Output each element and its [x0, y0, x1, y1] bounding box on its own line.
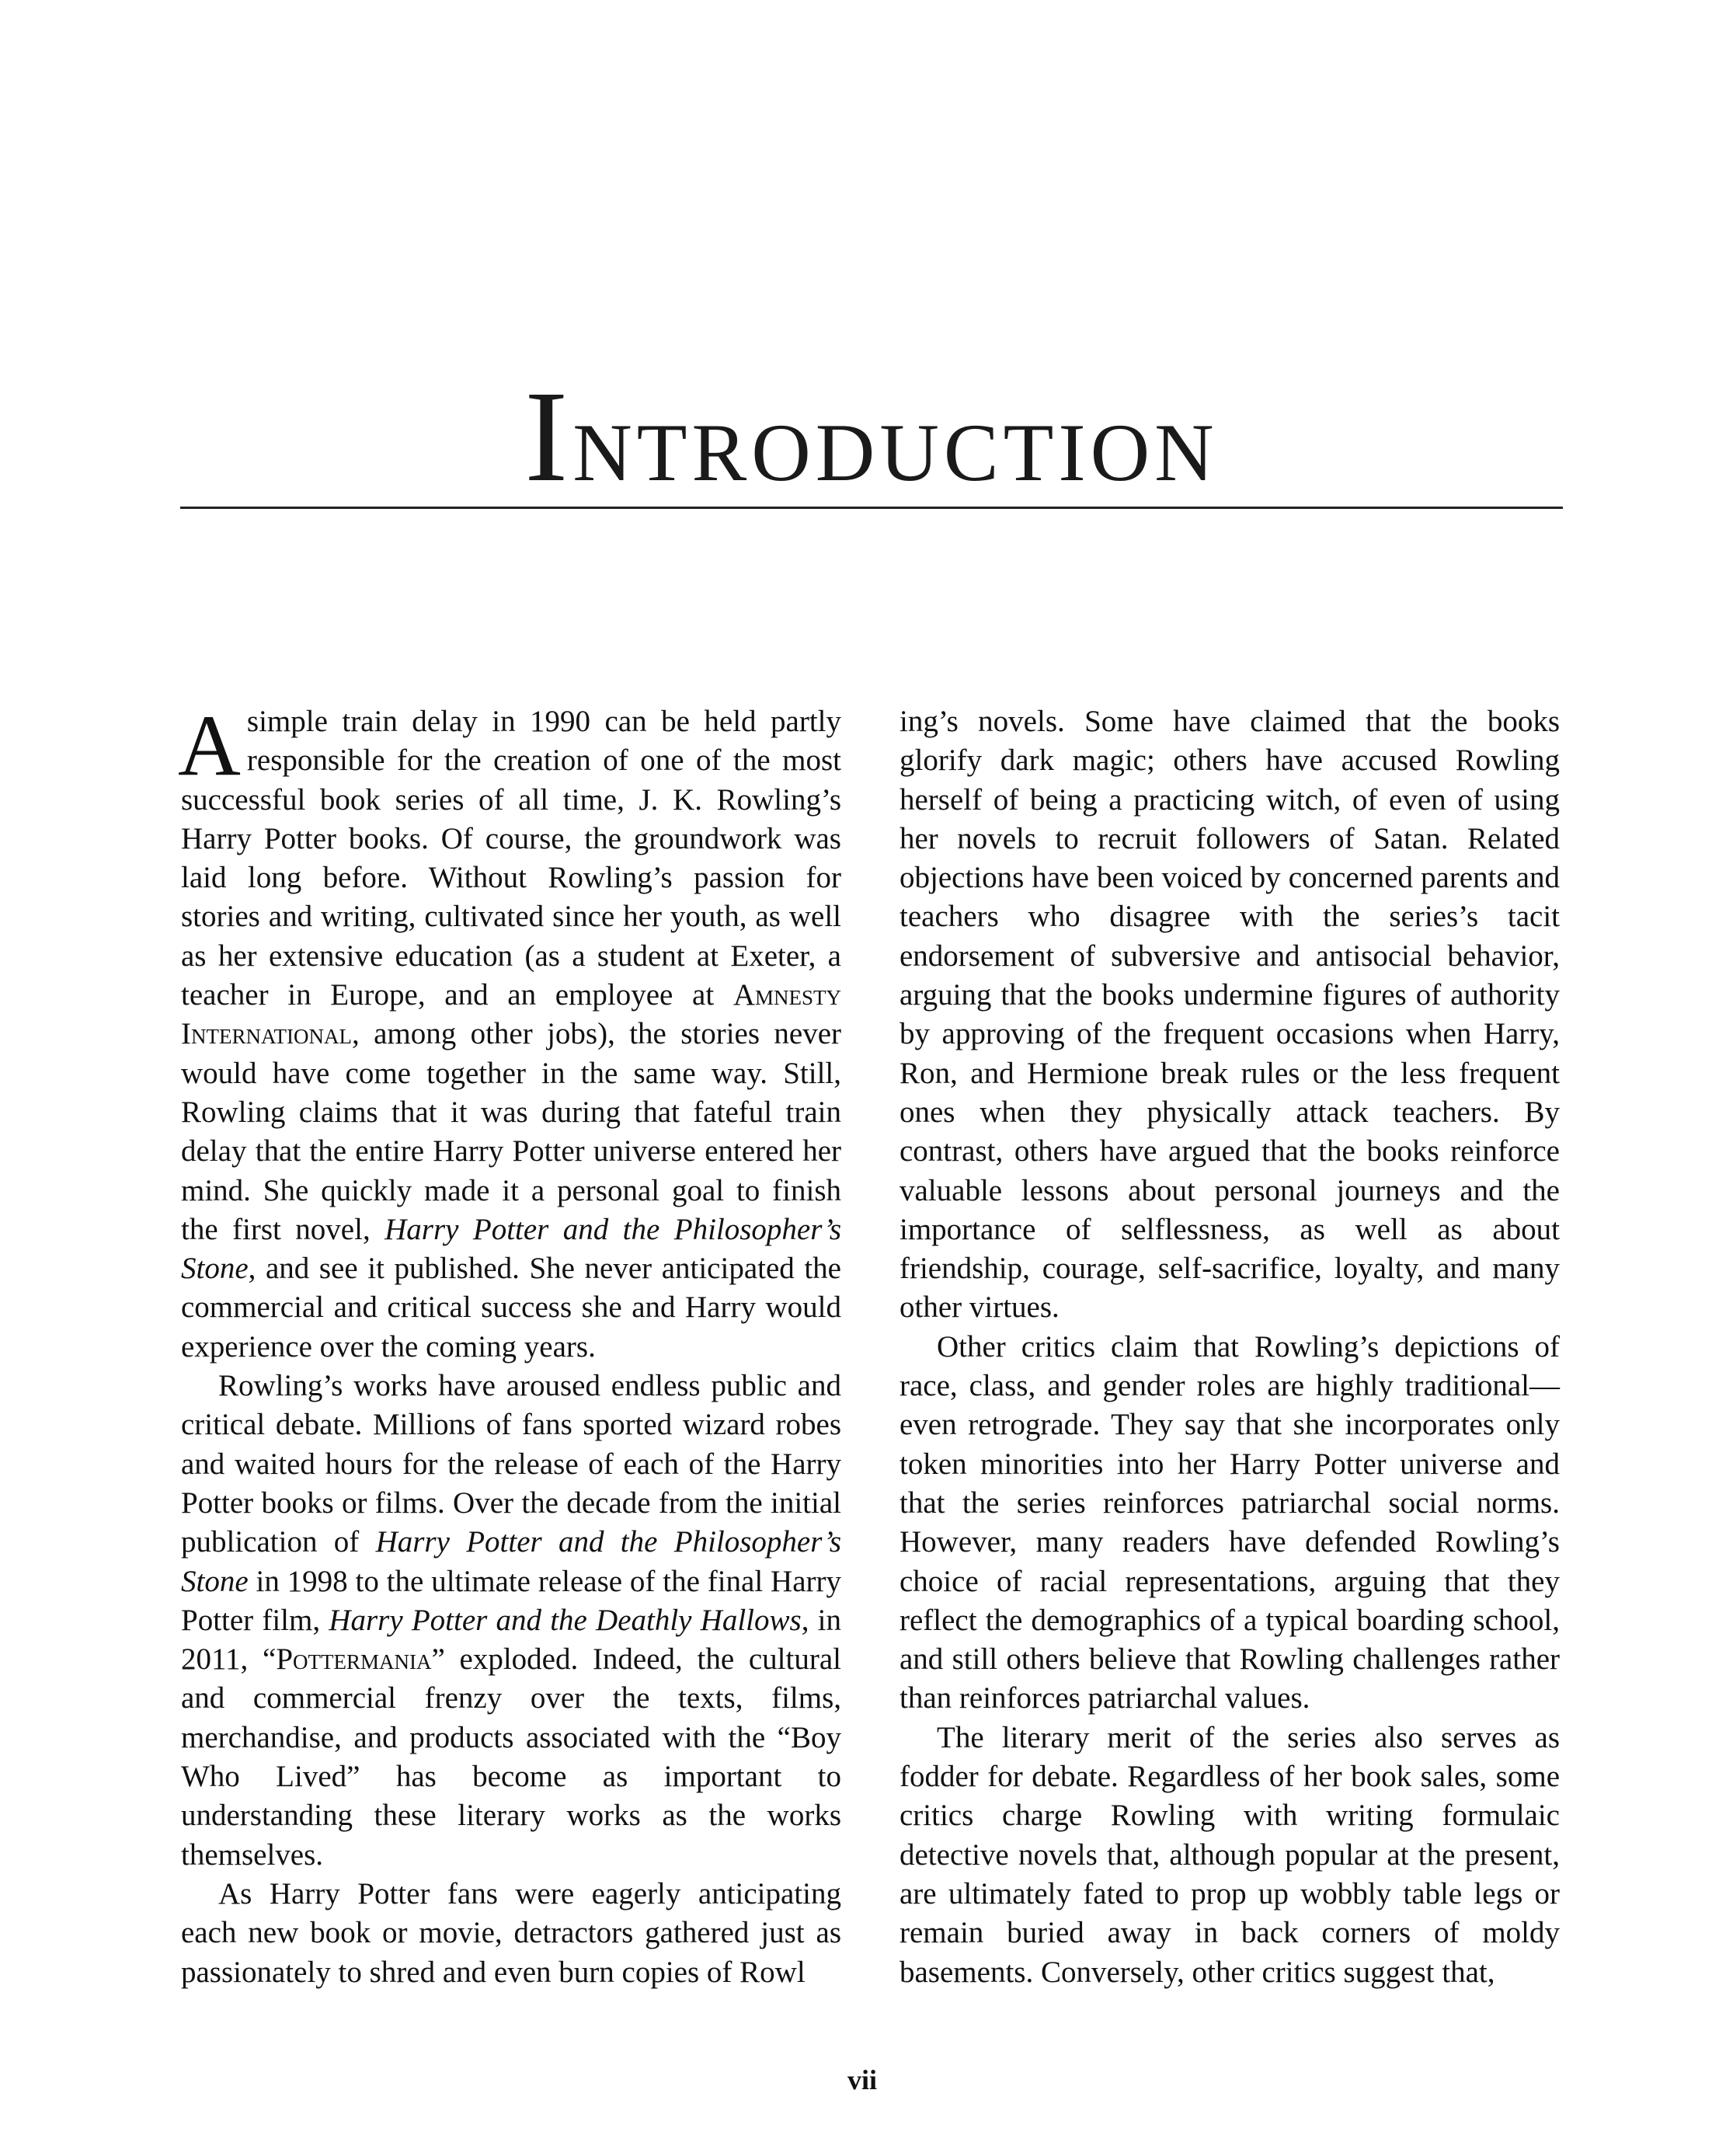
paragraph-4: ing’s novels. Some have claimed that the books glorify dark magic; others have accused Rowling herself of being a practicing witch, of even of using her novels to recruit followers of Satan. Related objections have been voiced by concerned parents and teachers who disagree with the series’s tacit endorsement of subversive and antisocial behavior, arguing that the books undermine figures of authority by approving of the frequent occasions when Harry, Ron, and Hermione break rules or the less frequent ones when they physically attack teachers. By contrast, others have argued that the books reinforce valuable lessons about personal journeys and the importance of selflessness, as well as about friendship, courage, self-sacrifice, loyalty, and many other virtues.: [900, 705, 1560, 1325]
paragraph-2-text-b: in 1998 to the ultimate release of the final Harry Potter film,: [181, 1564, 841, 1637]
paragraph-2-text-a: Rowling’s works have aroused endless public and critical debate. Millions of fans sported wizard robes and waited hours for the release of each of the Harry Potter books or films. Over the decade from the initial publication of: [181, 1369, 841, 1559]
film-title-deathly-hallows: Harry Potter and the Deathly Hallows: [329, 1603, 802, 1637]
paragraph-2: [181, 1367, 841, 1875]
title-rule: [180, 507, 1563, 509]
book-title-philosophers-stone: Harry Potter and the Philosopher’s Stone: [181, 1212, 841, 1286]
amnesty-international: Amnesty International: [181, 978, 841, 1051]
book-title-philosophers-stone-2: Harry Potter and the Philosopher’s Stone: [181, 1525, 842, 1598]
chapter-title: [180, 364, 1563, 509]
paragraph-6: The literary merit of the series also serves as fodder for debate. Regardless of her book sales, some critics charge Rowling with writing formulaic detective novels that, although popular at the present, are ultimately fated to prop up wobbly table legs or remain buried away in back corners of moldy basements. Conversely, other critics suggest that,: [900, 1720, 1560, 1989]
left-column: [178, 698, 842, 1992]
title-rest: ntroduction: [572, 375, 1219, 506]
paragraph-1: [178, 698, 841, 1367]
paragraph-2-text-d: ” exploded. Indeed, the cultural and commercial frenzy over the texts, films, merchandise, and products associated with the “Boy Who Lived” has become as important to understanding these literary works as the works themselves.: [181, 1642, 841, 1872]
paragraph-1-text-c: , and see it published. She never anticipated the commercial and critical success she and Harry would experience over the coming years.: [181, 1252, 841, 1364]
paragraph-1-text-b: , among other jobs), the stories never would have come together in the same way. Still, Rowling claims that it was during that fateful train delay that the entire Harry Potter universe entered her mind. She quickly made it a personal goal to finish the first novel,: [181, 1017, 841, 1246]
paragraph-3: As Harry Potter fans were eagerly anticipating each new book or movie, detractors gathered just as passionately to shred and even burn copies of Rowl: [181, 1876, 841, 1989]
pottermania: Pottermania: [276, 1642, 432, 1677]
right-column: [900, 702, 1560, 1992]
title-first-letter: I: [524, 364, 573, 509]
page-number: vii: [847, 2064, 877, 2095]
paragraph-2-text-c: , in 2011, “: [181, 1603, 841, 1677]
paragraph-5: Other critics claim that Rowling’s depictions of race, class, and gender roles are highly traditional—even retrograde. They say that she incorporates only token minorities into her Harry Potter universe and that the series reinforces patriarchal social norms. However, many readers have defended Rowling’s choice of racial representations, arguing that they reflect the demographics of a typical boarding school, and still others believe that Rowling challenges rather than reinforces patriarchal values.: [900, 1329, 1560, 1715]
drop-cap: A: [178, 698, 241, 794]
paragraph-1-text-a: simple train delay in 1990 can be held partly responsible for the creation of one of the most successful book series of all time, J. K. Rowling’s Harry Potter books. Of course, the groundwork was laid long before. Without Rowling’s passion for stories and writing, cultivated since her youth, as well as her extensive education (as a student at Exeter, a teacher in Europe, and an employee at: [181, 705, 841, 1012]
